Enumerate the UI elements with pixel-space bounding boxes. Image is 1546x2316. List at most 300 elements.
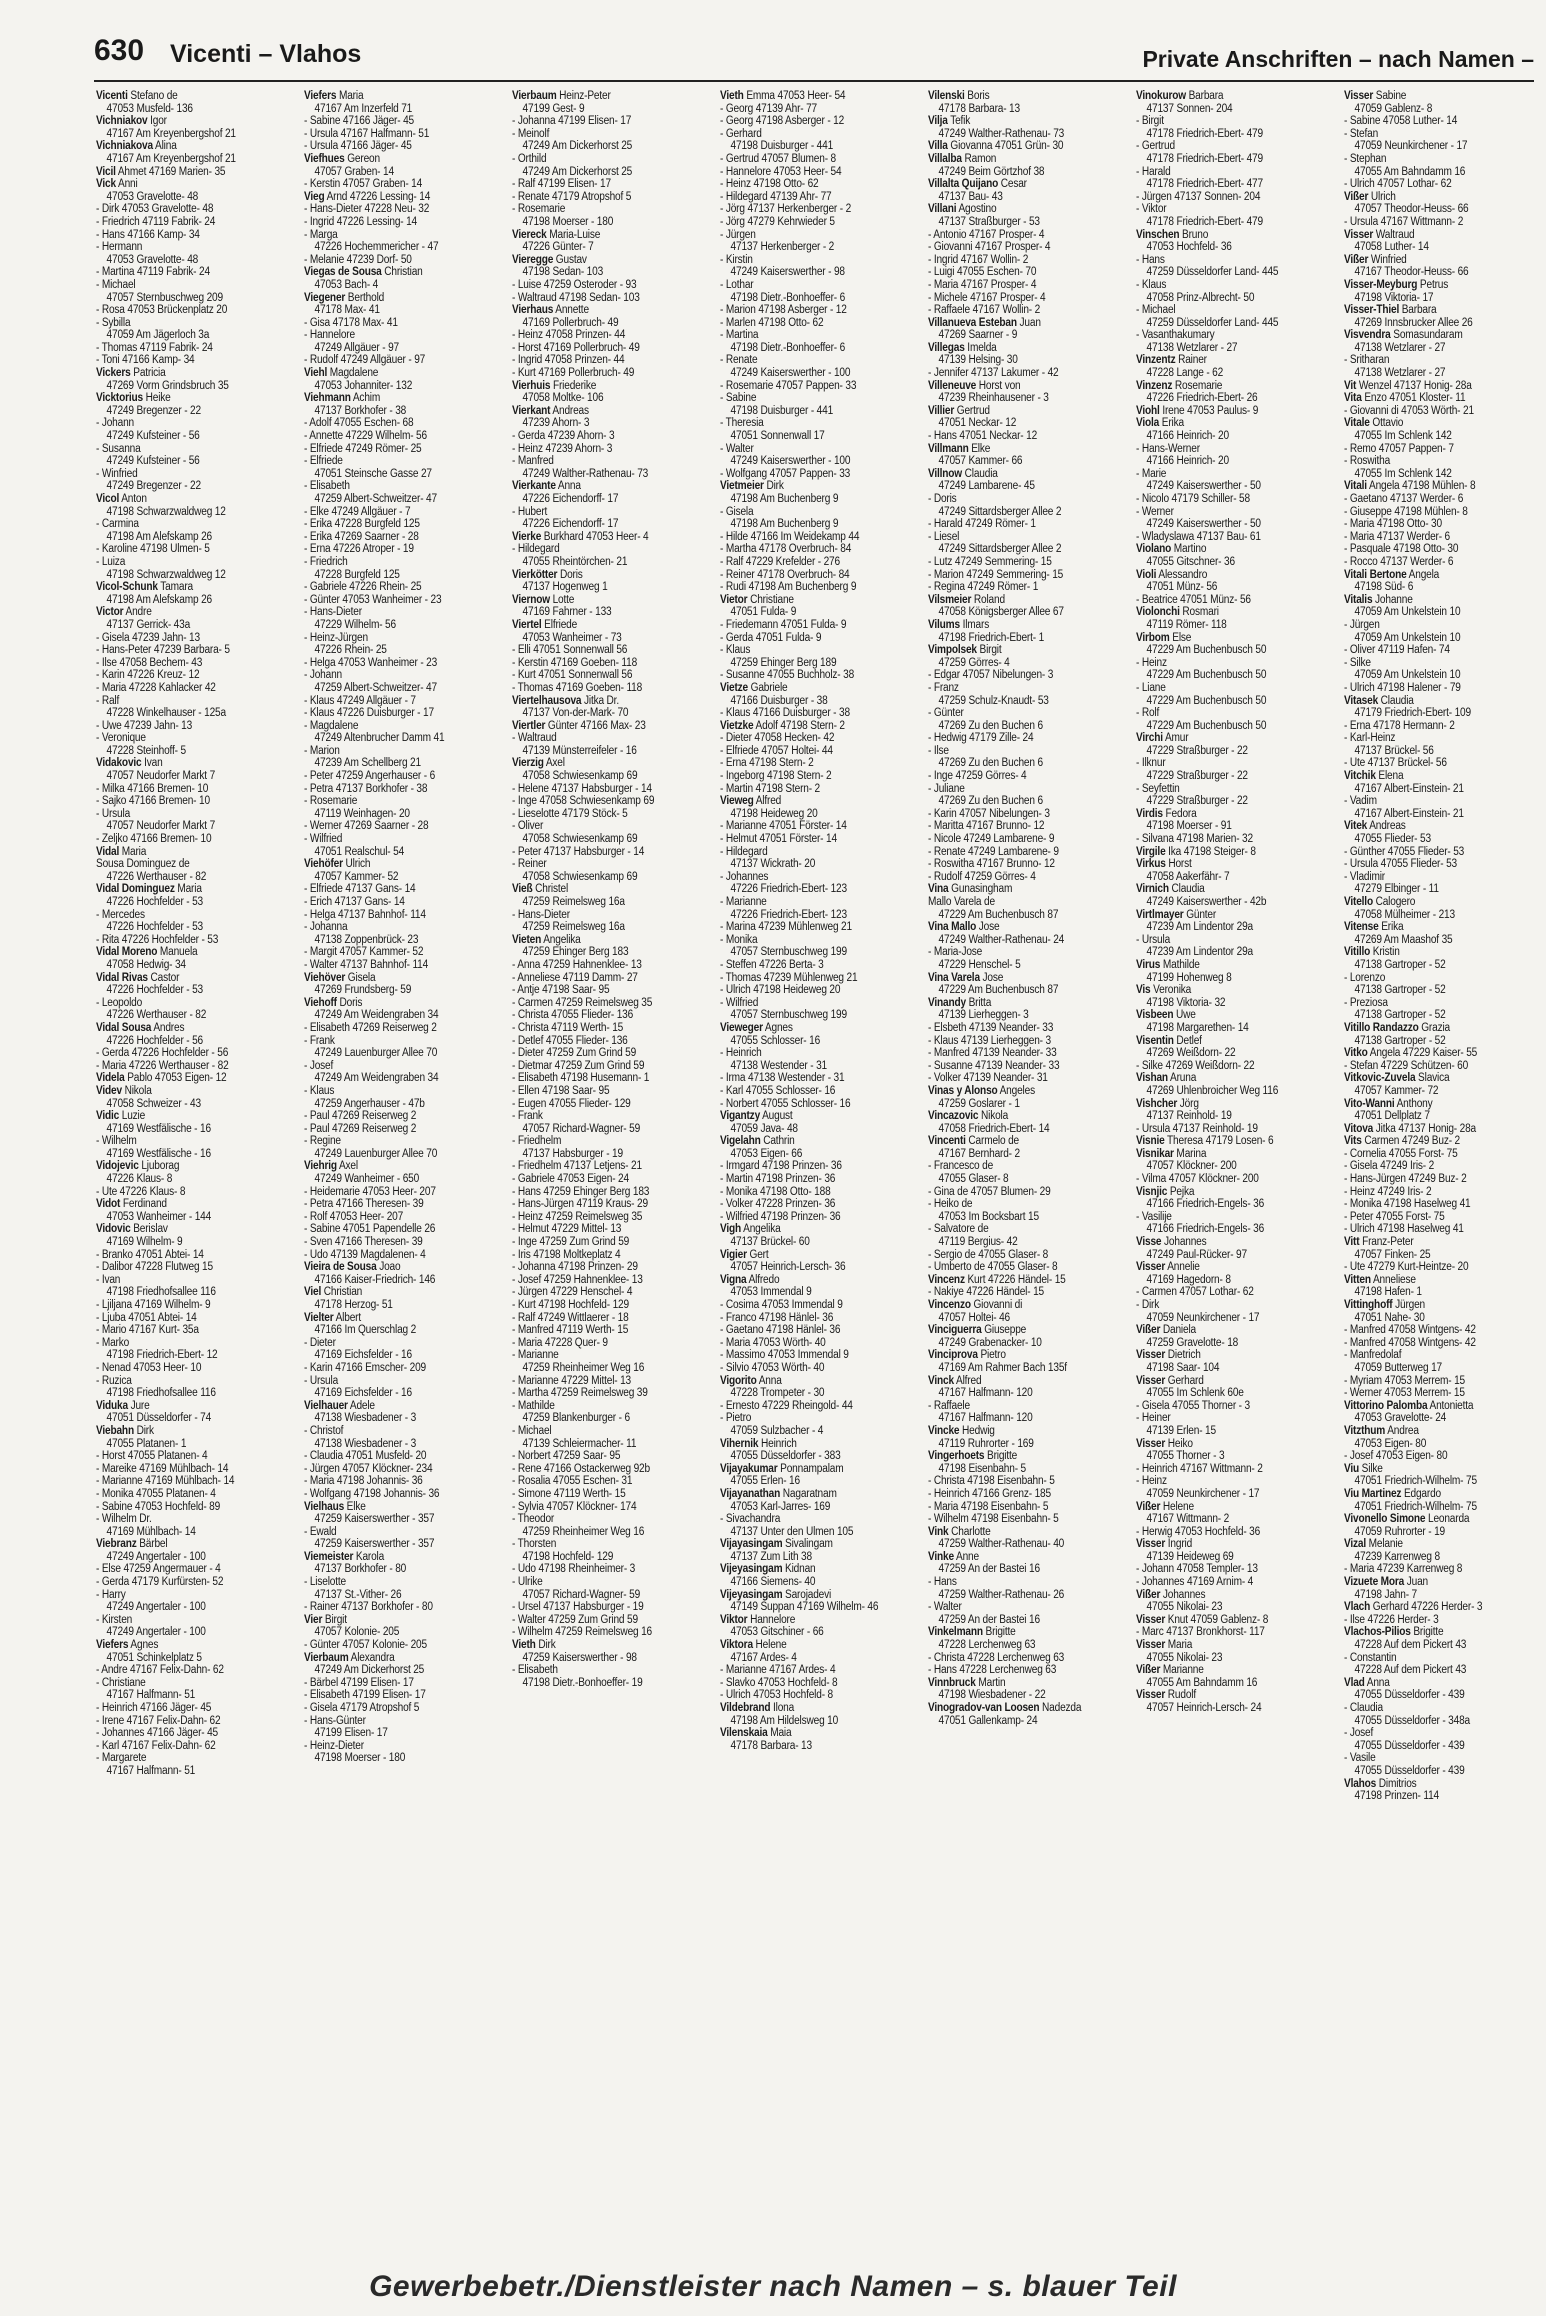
given-name-entry: - Christa 47055 Flieder- 136 [512,1009,634,1022]
given-name-entry: - Umberto de 47055 Glaser- 8 [928,1261,1058,1274]
given-name-entry: - Else 47259 Angermauer - 4 [96,1563,221,1576]
address-line: 47053 Johanniter- 132 [314,379,413,392]
surname-entry: Vits Carmen 47249 Buz- 2 [1344,1135,1460,1148]
given-name-entry: - Ulrich 47198 Haselweg 41 [1344,1223,1464,1236]
given-name-entry: - Erika 47228 Burgfeld 125 [304,518,420,531]
given-name-entry: - Sven 47166 Theresen- 39 [304,1236,423,1249]
address-line: 47138 Wiesbadener - 3 [314,1437,417,1450]
given-name-entry: - Günther 47055 Flieder- 53 [1344,845,1465,858]
directory-column [1344,90,1544,2255]
given-name-entry: - Regine [304,1135,341,1148]
given-name-entry: - Sivachandra [720,1513,781,1526]
given-name-entry: - Vadim [1344,795,1377,808]
address-line: 47119 Weinhagen- 20 [314,807,410,820]
address-line: 47057 Kolonie- 205 [314,1626,400,1639]
address-line: 47228 Auf dem Pickert 43 [1354,1664,1467,1677]
given-name-entry: - Susanne 47055 Buchholz- 38 [720,669,855,682]
address-line: 47269 Frundsberg- 59 [314,984,412,997]
surname-entry: Visbeen Uwe [1136,1009,1196,1022]
given-name-entry: - Hans 47259 Ehinger Berg 183 [512,1185,650,1198]
address-line: 47198 Am Alefskamp 26 [106,593,213,606]
directory-column [304,90,504,2255]
address-line: 47198 Wiesbadener - 22 [938,1689,1046,1702]
address-line: 47178 Friedrich-Ebert- 477 [1146,178,1263,191]
directory-column [96,90,296,2255]
surname-entry: Viefhues Gereon [304,152,380,165]
given-name-entry: - Ulrich 47053 Hochfeld- 8 [720,1689,833,1702]
given-name-entry: - Vladimir [1344,870,1385,883]
given-name-entry: Sousa Dominguez de [96,858,190,871]
given-name-entry: - Viktor [1136,203,1167,216]
given-name-entry: - Margit 47057 Kammer- 52 [304,946,424,959]
address-line: 47198 Friedrich-Ebert- 12 [106,1349,218,1362]
surname-entry: Vitko Angela 47229 Kaiser- 55 [1344,1047,1478,1060]
address-line: 47249 Walther-Rathenau- 73 [938,127,1065,140]
surname-entry: Visser Dietrich [1136,1349,1201,1362]
address-line: 47259 Kaiserswerther - 357 [314,1513,435,1526]
given-name-entry: - Rosemarie 47057 Pappen- 33 [720,379,857,392]
address-line: 47198 Süd- 6 [1354,581,1414,594]
given-name-entry: - Erich 47137 Gans- 14 [304,896,405,908]
address-line: 47137 Gerrick- 43a [106,618,191,631]
address-line: 47198 Saar- 104 [1146,1361,1220,1374]
given-name-entry: - Heinrich 47167 Wittmann- 2 [1136,1462,1263,1475]
address-line: 47229 Straßburger - 22 [1146,770,1248,783]
address-line: 47058 Schwiesenkamp 69 [522,833,638,846]
given-name-entry: - Heidemarie 47053 Heer- 207 [304,1185,436,1198]
address-line: 47226 Friedrich-Ebert- 26 [1146,392,1258,405]
given-name-entry: - Johann [304,669,342,682]
address-line: 47249 Sittardsberger Allee 2 [938,543,1062,556]
given-name-entry: - Silvio 47053 Wörth- 40 [720,1361,825,1374]
surname-entry: Vincke Hedwig [928,1424,995,1437]
surname-entry: Vijayakumar Ponnampalam [720,1462,844,1475]
given-name-entry: - Helmut 47229 Mittel- 13 [512,1223,622,1236]
surname-entry: Vichniakova Alina [96,140,177,153]
surname-entry: Vink Charlotte [928,1525,991,1538]
surname-entry: Vielhauer Adele [304,1399,375,1412]
given-name-entry: - Ellen 47198 Saar- 95 [512,1084,610,1097]
address-line: 47259 Görres- 4 [938,656,1010,669]
given-name-entry: - Horst 47169 Pollerbruch- 49 [512,341,640,354]
address-line: 47138 Wetzlarer - 27 [1354,341,1446,354]
surname-entry: Viehrig Axel [304,1160,358,1173]
address-line: 47249 Am Dickerhorst 25 [522,165,633,178]
surname-entry: Viefers Maria [304,90,364,102]
given-name-entry: - Ingeborg 47198 Stern- 2 [720,770,832,783]
given-name-entry: - Jörg 47279 Kehrwieder 5 [720,215,835,228]
address-line: 47249 Angertaler - 100 [106,1626,206,1639]
given-name-entry: - Dirk 47053 Gravelotte- 48 [96,203,214,216]
surname-entry: Vierhuis Friederike [512,379,597,392]
address-line: 47137 Habsburger - 19 [522,1147,623,1160]
address-line: 47059 Am Unkelstein 10 [1354,606,1461,619]
address-line: 47051 Münz- 56 [1146,581,1218,594]
address-line: 47053 Eigen- 80 [1354,1437,1427,1450]
given-name-entry: - Ljiljana 47169 Wilhelm- 9 [96,1299,211,1311]
address-line: 47249 Kaiserswerther - 42b [1146,896,1267,908]
given-name-entry: - Manfred 47139 Neander- 33 [928,1047,1057,1060]
address-line: 47055 Erlen- 16 [730,1475,800,1488]
given-name-entry: - Ursula 47137 Reinhold- 19 [1136,1122,1258,1135]
given-name-entry: - Vasilije [1136,1210,1172,1223]
given-name-entry: - Sabine 47053 Hochfeld- 89 [96,1500,221,1513]
given-name-entry: - Stephan [1344,152,1387,165]
address-line: 47167 Theodor-Heuss- 66 [1354,266,1469,279]
surname-entry: Vijayanathan Nagaratnam [720,1487,837,1500]
surname-entry: Vidot Ferdinand [96,1198,167,1211]
surname-entry: Vitalis Johanne [1344,593,1413,606]
address-line: 47226 Hochfelder - 53 [106,921,204,934]
given-name-entry: - Michael [96,278,136,291]
surname-entry: Vitt Franz-Peter [1344,1236,1414,1249]
address-line: 47226 Friedrich-Ebert- 123 [730,908,847,921]
address-line: 47055 Am Bahndamm 16 [1354,165,1466,178]
address-line: 47059 Neunkirchener - 17 [1146,1311,1260,1324]
given-name-entry: - Veronique [96,732,146,745]
address-line: 47137 Brückel- 56 [1354,744,1434,757]
address-line: 47051 Realschul- 54 [314,845,405,858]
surname-entry: Viehöver Gisela [304,971,376,984]
given-name-entry: - Gisela 47249 Iris- 2 [1344,1160,1435,1173]
given-name-entry: - Helmut 47051 Förster- 14 [720,833,837,846]
surname-entry: Vißer Daniela [1136,1324,1196,1337]
given-name-entry: - Eugen 47055 Flieder- 129 [512,1097,631,1110]
given-name-entry: - Rudolf 47249 Allgäuer - 97 [304,354,426,367]
given-name-entry: - Ralf 47199 Elisen- 17 [512,178,611,191]
given-name-entry: - Jürgen [720,228,756,241]
surname-entry: Visser Ingrid [1136,1538,1193,1551]
surname-entry: Visser Knut 47059 Gablenz- 8 [1136,1613,1269,1626]
given-name-entry: - Klaus 47249 Allgäuer - 7 [304,694,416,707]
given-name-entry: - Erna 47198 Stern- 2 [720,757,814,770]
surname-entry: Videv Nikola [96,1084,152,1097]
given-name-entry: - Heinz [1136,656,1167,669]
address-line: 47058 Moltke- 106 [522,392,604,405]
given-name-entry: - Karl-Heinz [1344,732,1396,745]
surname-entry: Visnie Theresa 47179 Losen- 6 [1136,1135,1274,1148]
given-name-entry: - Günter 47053 Wanheimer - 23 [304,593,442,606]
address-line: 47053 Eigen- 66 [730,1147,803,1160]
given-name-entry: - Ute 47279 Kurt-Heintze- 20 [1344,1261,1469,1274]
page-header [94,30,1534,76]
address-line: 47055 Nikolai- 23 [1146,1651,1223,1664]
given-name-entry: - Martha 47178 Overbruch- 84 [720,543,852,556]
address-line: 47249 Am Weidengraben 34 [314,1009,439,1022]
given-name-entry: - Zeljko 47166 Bremen- 10 [96,833,212,846]
address-line: 47057 Neudorfer Markt 7 [106,820,216,833]
given-name-entry: - Karin 47166 Emscher- 209 [304,1361,426,1374]
address-line: 47249 Am Weidengraben 34 [314,1072,439,1085]
address-line: 47059 Am Unkelstein 10 [1354,669,1461,682]
address-line: 47178 Herzog- 51 [314,1299,393,1311]
page-title: Vicenti – Vlahos [170,40,362,68]
given-name-entry: - Harald 47249 Römer- 1 [928,518,1036,531]
address-line: 47139 Schleiermacher- 11 [522,1437,637,1450]
given-name-entry: - Dietmar 47259 Zum Grind 59 [512,1059,645,1072]
address-line: 47249 Altenbrucher Damm 41 [314,732,445,745]
address-line: 47167 Ardes- 4 [730,1651,797,1664]
surname-entry: Vidovic Berislav [96,1223,168,1236]
given-name-entry: - Heinz [1136,1475,1167,1488]
address-line: 47229 Am Buchenbusch 87 [938,984,1059,997]
given-name-entry: - Roswitha [1344,455,1391,468]
address-line: 47249 Am Dickerhorst 25 [522,140,633,153]
surname-entry: Viehmann Achim [304,392,381,405]
given-name-entry: - Marko [96,1336,130,1349]
given-name-entry: - Francesco de [928,1160,994,1173]
surname-entry: Visvendra Somasundaram [1344,329,1463,342]
given-name-entry: - Vilma 47057 Klöckner- 200 [1136,1173,1259,1186]
surname-entry: Vijeyasingam Sarojadevi [720,1588,832,1601]
given-name-entry: - Hans 47051 Neckar- 12 [928,430,1038,443]
given-name-entry: - Wilfried [304,833,343,846]
address-line: 47178 Friedrich-Ebert- 479 [1146,215,1263,228]
surname-entry: Vitkovic-Zuvela Slavica [1344,1072,1450,1085]
given-name-entry: - Ruzica [96,1374,132,1387]
given-name-entry: - Kirsten [96,1613,133,1626]
given-name-entry: - Uwe 47239 Jahn- 13 [96,719,193,732]
given-name-entry: - Maria 47198 Otto- 30 [1344,518,1442,531]
footer-note: Gewerbebetr./Dienstleister nach Namen – s. blauer Teil [369,2270,1177,2303]
given-name-entry: - Stefan 47229 Schützen- 60 [1344,1059,1469,1072]
given-name-entry: - Harry [96,1588,126,1601]
given-name-entry: - Elisabeth [304,480,350,493]
given-name-entry: - Petra 47166 Theresen- 39 [304,1198,424,1211]
surname-entry: Visser Rudolf [1136,1689,1196,1702]
given-name-entry: - Jennifer 47137 Lakumer - 42 [928,367,1059,380]
address-line: 47058 Schweizer - 43 [106,1097,201,1110]
surname-entry: Vichniakov Igor [96,115,167,128]
given-name-entry: - Melanie 47239 Dorf- 50 [304,253,412,266]
given-name-entry: - Walter [928,1601,962,1614]
given-name-entry: - Theodor [512,1513,555,1526]
surname-entry: Villier Gertrud [928,404,990,417]
given-name-entry: - Karoline 47198 Ulmen- 5 [96,543,210,556]
given-name-entry: - Jürgen 47137 Sonnen- 204 [1136,190,1261,203]
surname-entry: Viohl Irene 47053 Paulus- 9 [1136,404,1259,417]
given-name-entry: - Paul 47269 Reiserweg 2 [304,1110,417,1123]
surname-entry: Vitten Anneliese [1344,1273,1416,1286]
address-line: 47249 Lambarene- 45 [938,480,1035,493]
given-name-entry: - Hildegard [512,543,560,556]
given-name-entry: - Jörg 47137 Herkenberger - 2 [720,203,852,216]
address-line: 47057 Heinrich-Lersch- 36 [730,1261,846,1274]
address-line: 47198 Am Hildelsweg 10 [730,1714,839,1727]
given-name-entry: - Hans-Jürgen 47249 Buz- 2 [1344,1173,1467,1186]
address-line: 47198 Sedan- 103 [522,266,604,279]
surname-entry: Viola Erika [1136,417,1184,430]
surname-entry: Villalba Ramon [928,152,997,165]
address-line: 47137 St.-Vither- 26 [314,1588,402,1601]
given-name-entry: - Sajko 47166 Bremen- 10 [96,795,210,808]
address-line: 47137 Straßburger - 53 [938,215,1040,228]
address-line: 47259 Reimelsweg 16a [522,896,625,908]
address-line: 47249 Bregenzer - 22 [106,480,201,493]
given-name-entry: - Herwig 47053 Hochfeld- 36 [1136,1525,1261,1538]
given-name-entry: - Lothar [720,278,754,291]
address-line: 47051 Neckar- 12 [938,417,1017,430]
given-name-entry: - Helga 47137 Bahnhof- 114 [304,908,426,921]
address-line: 47139 Heideweg 69 [1146,1550,1234,1563]
given-name-entry: - Klaus [304,1084,335,1097]
given-name-entry: - Lorenzo [1344,971,1386,984]
address-line: 47198 Friedhofsallee 116 [106,1387,216,1400]
given-name-entry: - Günter 47057 Kolonie- 205 [304,1639,427,1652]
given-name-entry: - Elfriede 47057 Holtei- 44 [720,744,833,757]
address-line: 47053 Gravelotte- 24 [1354,1412,1447,1425]
surname-entry: Vitillo Randazzo Grazia [1344,1021,1450,1034]
address-line: 47059 Neunkirchener - 17 [1354,140,1468,153]
address-line: 47059 Am Jägerloch 3a [106,329,210,342]
given-name-entry: - Lutz 47249 Semmering- 15 [928,555,1052,568]
address-line: 47055 Düsseldorfer - 383 [730,1450,841,1463]
address-line: 47198 Friedhofsallee 116 [106,1286,216,1299]
address-line: 47053 Musfeld- 136 [106,102,193,115]
surname-entry: Villmann Elke [928,442,991,455]
address-line: 47198 Hochfeld- 129 [522,1550,614,1563]
given-name-entry: - Waltraud 47198 Sedan- 103 [512,291,640,304]
given-name-entry: - Nakiye 47226 Händel- 15 [928,1286,1044,1299]
address-line: 47169 Eichsfelder - 16 [314,1387,412,1400]
given-name-entry: - Gaetano 47198 Hänlel- 36 [720,1324,841,1337]
given-name-entry: - Massimo 47053 Immendal 9 [720,1349,849,1362]
given-name-entry: - Josef [304,1059,334,1072]
surname-entry: Vimpolsek Birgit [928,644,1002,657]
surname-entry: Viebahn Dirk [96,1424,154,1437]
address-line: 47053 Gravelotte- 48 [106,190,199,203]
surname-entry: Vinzenz Rosemarie [1136,379,1223,392]
address-line: 47239 Am Lindentor 29a [1146,921,1253,934]
address-line: 47138 Zoppenbrück- 23 [314,933,419,946]
given-name-entry: - Heinrich [720,1047,762,1060]
given-name-entry: - Martin 47198 Prinzen- 36 [720,1173,836,1186]
surname-entry: Vißer Marianne [1136,1664,1204,1677]
surname-entry: Villani Agostino [928,203,997,216]
given-name-entry: - Erika 47269 Saarner - 28 [304,530,419,543]
given-name-entry: - Dieter 47058 Hecken- 42 [720,732,835,745]
address-line: 47053 Gitschiner - 66 [730,1626,824,1639]
surname-entry: Vick Anni [96,178,138,191]
given-name-entry: - Pasquale 47198 Otto- 30 [1344,543,1459,556]
surname-entry: Virgile Ika 47198 Steiger- 8 [1136,845,1256,858]
address-line: 47269 Innsbrucker Allee 26 [1354,316,1473,329]
address-line: 47055 Thorner - 3 [1146,1450,1225,1463]
surname-entry: Visentin Detlef [1136,1034,1202,1047]
surname-entry: Vincenti Carmelo de [928,1135,1019,1148]
given-name-entry: - Gerda 47226 Hochfelder - 56 [96,1047,229,1060]
surname-entry: Vidal Moreno Manuela [96,946,198,959]
address-line: 47249 Kaiserswerther - 50 [1146,518,1261,531]
given-name-entry: - Peter 47137 Habsburger - 14 [512,845,645,858]
given-name-entry: - Bärbel 47199 Elisen- 17 [304,1676,414,1689]
address-line: 47138 Gartroper - 52 [1354,1034,1446,1047]
address-line: 47051 Dellplatz 7 [1354,1110,1430,1123]
given-name-entry: - Ursula 47167 Wittmann- 2 [1344,215,1464,228]
address-line: 47269 Uhlenbroicher Weg 116 [1146,1084,1279,1097]
address-line: 47059 Ruhrorter - 19 [1354,1525,1445,1538]
address-line: 47055 Düsseldorfer - 439 [1354,1739,1465,1752]
surname-entry: Vicil Ahmet 47169 Marien- 35 [96,165,226,178]
address-line: 47058 Prinz-Albrecht- 50 [1146,291,1255,304]
surname-entry: Vielter Albert [304,1311,361,1324]
given-name-entry: - Elisabeth 47198 Husemann- 1 [512,1072,650,1085]
surname-entry: Vinokurow Barbara [1136,90,1224,102]
address-line: 47053 Bach- 4 [314,278,379,291]
given-name-entry: - Michael [512,1424,552,1437]
address-line: 47166 Friedrich-Engels- 36 [1146,1223,1265,1236]
given-name-entry: - Rosemarie [512,203,566,216]
given-name-entry: - Nenad 47053 Heer- 10 [96,1361,202,1374]
surname-entry: Vitillo Kristin [1344,946,1400,959]
address-line: 47259 Angerhauser - 47b [314,1097,425,1110]
given-name-entry: - Ulrich 47198 Heideweg 20 [720,984,841,997]
surname-entry: Vilja Tefik [928,115,971,128]
address-line: 47199 Gest- 9 [522,102,585,115]
address-line: 47053 Wanheimer - 73 [522,631,622,644]
surname-entry: Vierzig Axel [512,757,565,770]
given-name-entry: - Gaetano 47137 Werder- 6 [1344,493,1464,505]
address-line: 47167 Albert-Einstein- 21 [1354,807,1464,820]
surname-entry: Viernow Lotte [512,593,575,606]
given-name-entry: - Mario 47167 Kurt- 35a [96,1324,199,1337]
surname-entry: Viertel Elfriede [512,618,578,631]
address-line: 47229 Straßburger - 22 [1146,744,1248,757]
address-line: 47226 Günter- 7 [522,241,594,254]
given-name-entry: - Manfredolaf [1344,1349,1402,1362]
surname-entry: Viereggе Gustav [512,253,587,266]
address-line: 47051 Nahe- 30 [1354,1311,1425,1324]
surname-entry: Vinzentz Rainer [1136,354,1207,367]
address-line: 47228 Winkelhauser - 125a [106,707,226,720]
given-name-entry: - Peter 47055 Forst- 75 [1344,1210,1445,1223]
surname-entry: Vilenski Boris [928,90,990,102]
given-name-entry: - Gisela [720,505,754,518]
address-line: 47053 Hochfeld- 36 [1146,241,1232,254]
given-name-entry: - Norbert 47055 Schlosser- 16 [720,1097,851,1110]
given-name-entry: - Ernesto 47229 Rheingold- 44 [720,1399,853,1412]
address-line: 47228 Auf dem Pickert 43 [1354,1639,1467,1652]
given-name-entry: - Raffaele 47167 Wollin- 2 [928,304,1041,317]
given-name-entry: - Marion 47198 Asberger - 12 [720,304,847,317]
surname-entry: Viel Christian [304,1286,363,1299]
given-name-entry: - Karin 47057 Nibelungen- 3 [928,807,1050,820]
given-name-entry: - Walter 47137 Bahnhof- 114 [304,958,429,971]
surname-entry: Vishcher Jörg [1136,1097,1199,1110]
address-line: 47053 Wanheimer - 144 [106,1210,212,1223]
surname-entry: Vitasek Claudia [1344,694,1414,707]
address-line: 47057 Kammer- 52 [314,870,399,883]
given-name-entry: - Rosalia 47055 Eschen- 31 [512,1475,633,1488]
surname-entry: Vlahos Dimitrios [1344,1777,1417,1790]
given-name-entry: - Marianne [720,896,767,908]
given-name-entry: - Ute 47137 Brückel- 56 [1344,757,1447,770]
address-line: 47239 Rheinhausener - 3 [938,392,1049,405]
address-line: 47178 Max- 41 [314,304,380,317]
given-name-entry: - Wilhelm [96,1135,137,1148]
address-line: 47198 Moerser - 91 [1146,820,1232,833]
given-name-entry: - Heinz 47259 Reimelsweg 35 [512,1210,643,1223]
given-name-entry: - Sabine 47051 Papendelle 26 [304,1223,436,1236]
address-line: 47226 Hochfelder - 56 [106,1034,204,1047]
surname-entry: Vitova Jitka 47137 Honig- 28a [1344,1122,1476,1135]
given-name-entry: - Margarete [96,1752,147,1765]
given-name-entry: - Werner 47053 Merrem- 15 [1344,1387,1465,1400]
address-line: 47249 Kaiserswerther - 100 [730,455,851,468]
given-name-entry: - Oliver 47119 Hafen- 74 [1344,644,1450,657]
given-name-entry: - Rita 47226 Hochfelder - 53 [96,933,219,946]
address-line: 47169 Westfälische - 16 [106,1122,211,1135]
